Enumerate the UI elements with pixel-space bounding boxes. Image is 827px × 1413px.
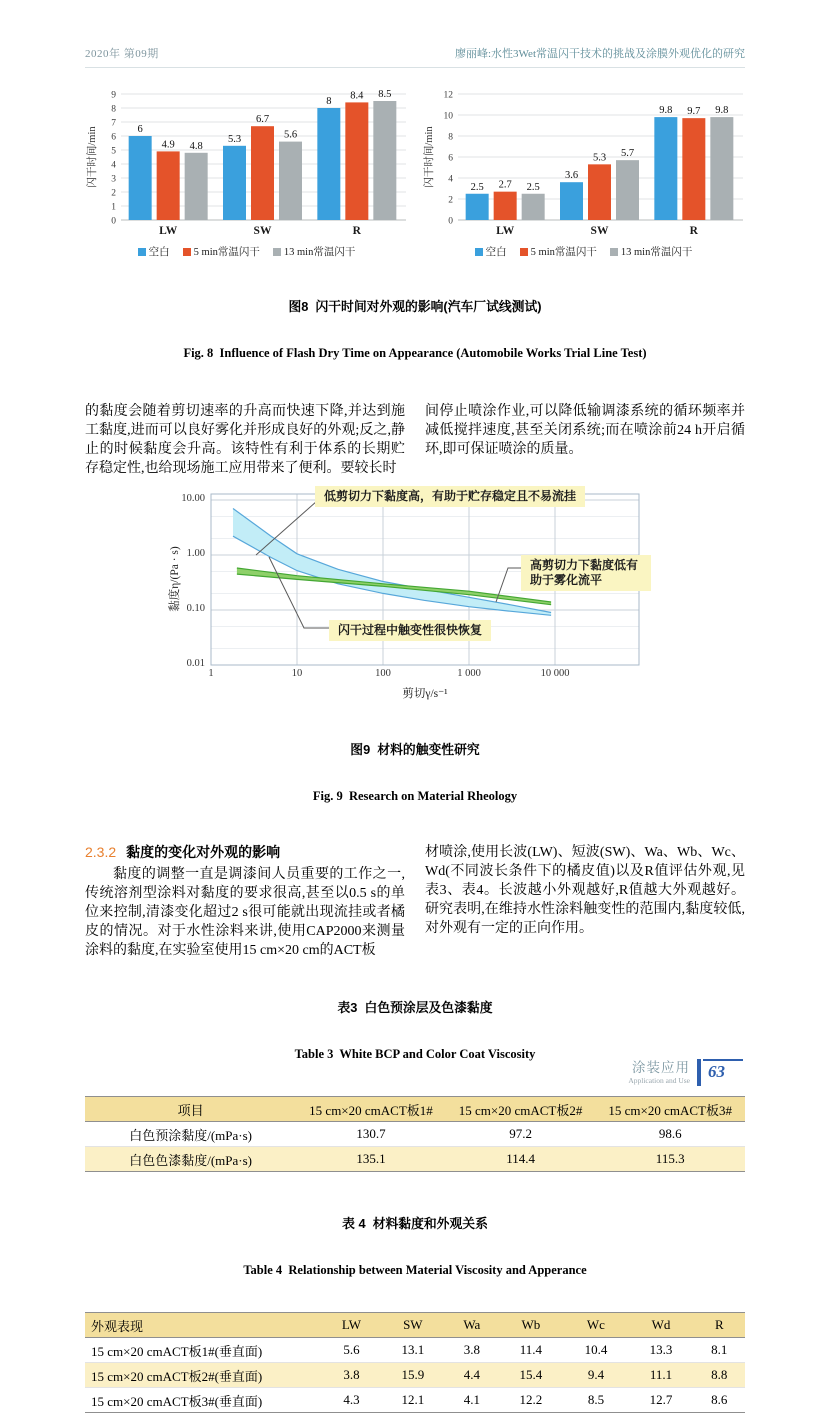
table-cell: 4.1 [445, 1388, 498, 1413]
y-tick-label: 3 [111, 174, 116, 185]
x-tick: 1 [208, 668, 214, 679]
table-row [85, 1122, 745, 1147]
y-tick-label: 4 [111, 160, 116, 171]
bar-value-label: 6.7 [255, 114, 270, 126]
paragraph-right: 间停止喷涂作业,可以降低输调漆系统的循环频率并减低搅拌速度,甚至关闭系统;而在喷涂前24 h开启循环,即可保证喷涂的质量。 [425, 404, 745, 457]
table3-title-en: Table 3 White BCP and Color Coat Viscosity [294, 1046, 536, 1061]
legend-label: 空白 [148, 247, 170, 258]
figure9-rheology-chart [165, 482, 665, 704]
y-tick-label: 4 [448, 174, 453, 185]
table-cell: 15 cm×20 cmACT板3#(垂直面) [85, 1388, 323, 1413]
table-cell: 13.3 [628, 1338, 693, 1363]
table-cell: 114.4 [446, 1147, 596, 1172]
annotation-recovery: 闪干过程中触变性很快恢复 [329, 620, 491, 641]
table-cell: 3.8 [445, 1338, 498, 1363]
y-axis-label: 闪干时间/min [424, 126, 435, 188]
bar-value-label: 5.7 [620, 148, 635, 160]
bar-value-label: 5.3 [592, 152, 607, 164]
column-header: 项目 [85, 1097, 296, 1122]
page-number-line-decoration [703, 1059, 743, 1061]
bar [654, 117, 677, 220]
bar-value-label: 5.3 [227, 133, 242, 145]
table4-title-cn: 表 4 材料黏度和外观关系 [342, 1216, 488, 1231]
legend-swatch [475, 248, 483, 256]
y-tick-label: 6 [111, 132, 116, 143]
legend-swatch [273, 248, 281, 256]
column-header: Wb [498, 1313, 563, 1338]
figure8-caption-en: Fig. 8 Influence of Flash Dry Time on Appearance (Automobile Works Trial Line Test) [183, 345, 647, 360]
paragraph-left: 的黏度会随着剪切速率的升高而快速下降,并达到施工黏度,进而可以良好雾化并形成良好的外观;反之,静止的时候黏度会升高。该特性有利于体系的长期贮存稳定性,也给现场施工应用带来了便利。要较长时 [85, 404, 405, 476]
bar-chart-svg [85, 84, 408, 238]
y-tick: 10.00 [181, 493, 205, 504]
column-header: 15 cm×20 cmACT板2# [446, 1097, 596, 1122]
bar [317, 108, 340, 220]
legend-item [475, 244, 507, 259]
table-header-row [85, 1097, 745, 1122]
bar-value-label: 5.6 [283, 129, 298, 141]
table-cell: 白色预涂黏度/(mPa·s) [85, 1122, 296, 1147]
legend-item [273, 244, 355, 259]
table-header-row [85, 1313, 745, 1338]
bar [345, 102, 368, 220]
section-number: 2.3.2 [85, 844, 117, 860]
bar-value-label: 8.5 [378, 89, 392, 100]
y-tick-label: 2 [448, 195, 453, 206]
table-cell: 12.1 [380, 1388, 445, 1413]
y-tick: 0.01 [186, 658, 205, 669]
table-cell: 97.2 [446, 1122, 596, 1147]
y-tick-label: 9 [111, 90, 116, 101]
table-cell: 13.1 [380, 1338, 445, 1363]
category-label: R [689, 225, 698, 237]
page-header [85, 45, 745, 68]
figure8-caption [85, 268, 745, 392]
table-cell: 15 cm×20 cmACT板1#(垂直面) [85, 1338, 323, 1363]
table-cell: 白色色漆黏度/(mPa·s) [85, 1147, 296, 1172]
table-cell: 8.8 [694, 1363, 745, 1388]
page-footer [628, 1056, 745, 1090]
table-cell: 15.9 [380, 1363, 445, 1388]
column-header: 15 cm×20 cmACT板1# [296, 1097, 446, 1122]
table4-title [85, 1185, 745, 1309]
category-label: SW [253, 225, 272, 237]
y-tick-label: 0 [111, 216, 116, 227]
y-tick: 0.10 [186, 603, 205, 614]
legend-item [610, 244, 692, 259]
table-cell: 10.4 [563, 1338, 628, 1363]
y-axis-label: 黏度η/(Pa · s) [169, 546, 181, 612]
section-title: 黏度的变化对外观的影响 [126, 844, 281, 860]
table4-title-en: Table 4 Relationship between Material Viscosity and Apperance [243, 1262, 587, 1277]
section-heading [85, 843, 405, 862]
table-cell: 8.5 [563, 1388, 628, 1413]
bar-chart-left [85, 84, 408, 259]
footer-section [628, 1056, 690, 1087]
bar [185, 153, 208, 220]
table-cell: 8.6 [694, 1388, 745, 1413]
bar [616, 160, 639, 220]
table-cell: 3.8 [323, 1363, 381, 1388]
running-title: 廖丽峰:水性3Wet常温闪干技术的挑战及涂膜外观优化的研究 [455, 48, 745, 60]
bar-value-label: 4.8 [189, 140, 203, 152]
table-row [85, 1363, 745, 1388]
x-tick: 10 000 [540, 668, 570, 679]
column-header: 15 cm×20 cmACT板3# [595, 1097, 745, 1122]
body-paragraph-2 [85, 843, 745, 960]
table-cell: 11.4 [498, 1338, 563, 1363]
category-label: SW [590, 225, 609, 237]
bar-value-label: 9.8 [715, 105, 729, 117]
table-cell: 98.6 [595, 1122, 745, 1147]
y-tick-label: 2 [111, 188, 116, 199]
table3-title-cn: 表3 白色预涂层及色漆黏度 [337, 1000, 493, 1015]
bar [494, 192, 517, 220]
bar-value-label: 8.4 [350, 90, 364, 102]
table-cell: 130.7 [296, 1122, 446, 1147]
appearance-table [85, 1312, 745, 1413]
table-cell: 11.1 [628, 1363, 693, 1388]
bar [588, 164, 611, 220]
bar-value-label: 8 [326, 96, 332, 107]
page-number-bar-decoration [697, 1059, 701, 1086]
page-number-box [697, 1056, 745, 1090]
column-header: LW [323, 1313, 381, 1338]
legend-label: 5 min常温闪干 [530, 247, 597, 258]
page-number: 63 [708, 1062, 725, 1081]
table-cell: 5.6 [323, 1338, 381, 1363]
legend-label: 5 min常温闪干 [193, 247, 260, 258]
annotation-high-shear: 高剪切力下黏度低有助于雾化流平 [521, 555, 651, 591]
y-tick-label: 7 [111, 118, 116, 129]
figure8-caption-cn: 图8 闪干时间对外观的影响(汽车厂试线测试) [288, 299, 542, 314]
legend-swatch [138, 248, 146, 256]
footer-section-cn: 涂装应用 [632, 1060, 690, 1075]
x-axis-label: 剪切γ/s⁻¹ [402, 688, 448, 700]
y-tick-label: 5 [111, 146, 116, 157]
bar [466, 194, 489, 220]
table-cell: 115.3 [595, 1147, 745, 1172]
legend-label: 13 min常温闪干 [283, 247, 356, 258]
bar-chart-right [422, 84, 745, 259]
y-tick-label: 10 [443, 111, 453, 122]
table-cell: 8.1 [694, 1338, 745, 1363]
y-tick-label: 6 [448, 153, 453, 164]
table-cell: 4.3 [323, 1388, 381, 1413]
legend-item [138, 244, 170, 259]
legend-item [183, 244, 260, 259]
issue-info: 2020年 第09期 [85, 48, 159, 60]
table-row [85, 1147, 745, 1172]
figure9-caption-en: Fig. 9 Research on Material Rheology [312, 788, 518, 803]
bar-value-label: 2.5 [470, 181, 484, 193]
table-cell: 9.4 [563, 1363, 628, 1388]
legend-label: 13 min常温闪干 [620, 247, 693, 258]
table-cell: 15.4 [498, 1363, 563, 1388]
column-header: R [694, 1313, 745, 1338]
y-axis-label: 闪干时间/min [87, 126, 98, 188]
bar-value-label: 2.5 [526, 181, 540, 193]
column-header: Wc [563, 1313, 628, 1338]
table-cell: 4.4 [445, 1363, 498, 1388]
column-header: 外观表现 [85, 1313, 323, 1338]
bar-value-label: 9.8 [659, 105, 673, 117]
table-row [85, 1388, 745, 1413]
bar-value-label: 4.9 [161, 139, 175, 151]
bar [560, 182, 583, 220]
paragraph-left: 黏度的调整一直是调漆间人员重要的工作之一,传统溶剂型涂料对黏度的要求很高,甚至以0.5 s的单位来控制,清漆变化超过2 s很可能就出现流挂或者橘皮的情况。对于水性涂料来讲,使用CAP2000来测量涂料的黏度,在实验室使用15 cm×20 cm的ACT板 [85, 867, 405, 958]
bar-value-label: 6 [137, 124, 143, 135]
column-header: Wa [445, 1313, 498, 1338]
y-tick-label: 8 [111, 104, 116, 115]
bar-chart-svg [422, 84, 745, 238]
viscosity-table [85, 1096, 745, 1172]
paragraph-right: 材喷涂,使用长波(LW)、短波(SW)、Wa、Wb、Wc、Wd(不同波长条件下的橘皮值)以及R值评估外观,见表3、表4。长波越小外观越好,R值越大外观越好。研究表明,在维持水性涂料触变性的范围内,黏度较低,对外观有一定的正向作用。 [425, 845, 745, 936]
category-label: LW [496, 225, 515, 237]
column-header: SW [380, 1313, 445, 1338]
category-label: LW [159, 225, 178, 237]
y-tick-label: 1 [111, 202, 116, 213]
table-row [85, 1338, 745, 1363]
chart-legend [422, 244, 745, 259]
chart-legend [85, 244, 408, 259]
figure8-charts [85, 84, 745, 259]
y-tick-label: 8 [448, 132, 453, 143]
bar [682, 118, 705, 220]
footer-section-en: Application and Use [628, 1076, 690, 1085]
bar [157, 151, 180, 220]
legend-swatch [183, 248, 191, 256]
legend-swatch [610, 248, 618, 256]
bar [279, 142, 302, 220]
y-tick-label: 12 [443, 90, 453, 101]
table-cell: 12.2 [498, 1388, 563, 1413]
bar [223, 146, 246, 220]
bar-value-label: 9.7 [687, 106, 701, 118]
legend-item [520, 244, 597, 259]
legend-label: 空白 [485, 247, 507, 258]
bar [373, 101, 396, 220]
x-tick: 10 [291, 668, 303, 679]
body-paragraph-1 [85, 402, 745, 478]
x-tick: 1 000 [457, 668, 481, 679]
table-cell: 12.7 [628, 1388, 693, 1413]
bar [710, 117, 733, 220]
bar-value-label: 2.7 [498, 179, 512, 191]
table-cell: 135.1 [296, 1147, 446, 1172]
figure9-caption-cn: 图9 材料的触变性研究 [350, 742, 480, 757]
table-cell: 15 cm×20 cmACT板2#(垂直面) [85, 1363, 323, 1388]
x-tick: 100 [375, 668, 391, 679]
y-tick-label: 0 [448, 216, 453, 227]
annotation-low-shear: 低剪切力下黏度高，有助于贮存稳定且不易流挂 [315, 486, 585, 507]
figure9-caption [85, 711, 745, 835]
y-tick: 1.00 [186, 548, 205, 559]
bar [522, 194, 545, 220]
bar-value-label: 3.6 [564, 170, 579, 182]
bar [251, 126, 274, 220]
column-header: Wd [628, 1313, 693, 1338]
legend-swatch [520, 248, 528, 256]
category-label: R [352, 225, 361, 237]
bar [129, 136, 152, 220]
